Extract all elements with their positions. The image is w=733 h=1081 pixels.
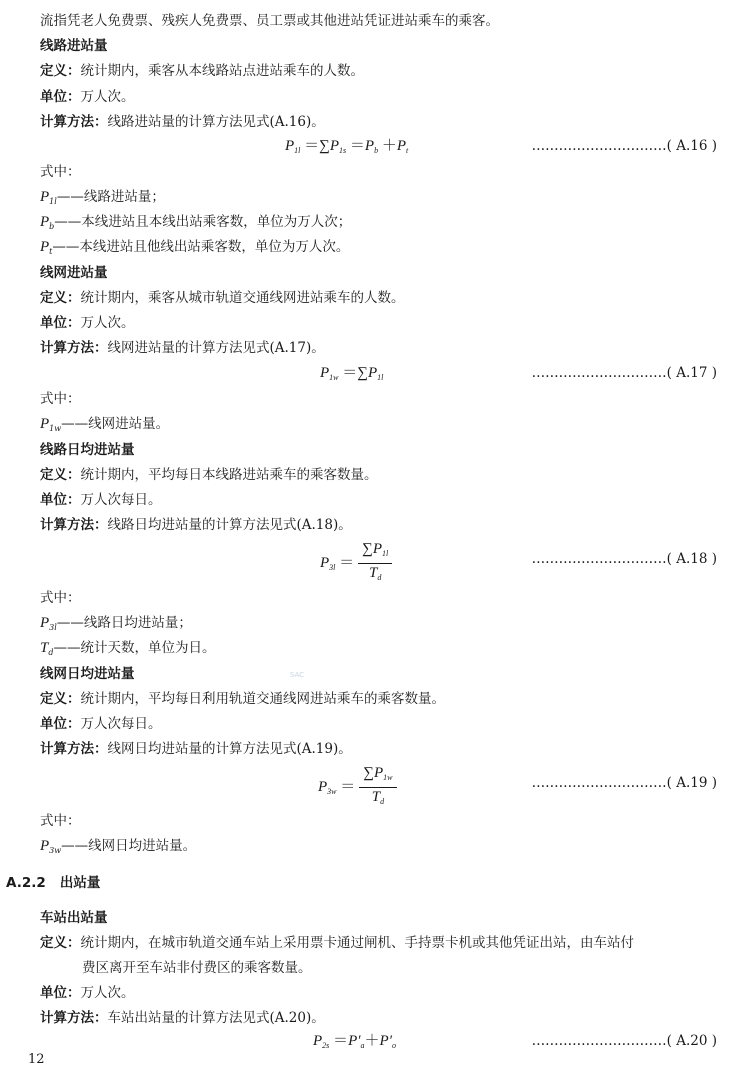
var-p1l: $P_{1l}——$线路进站量； [40, 189, 165, 206]
definition-network-daily-entry: 定义：统计期内，平均每日利用轨道交通线网进站乘车的乘客数量。 [40, 691, 445, 707]
section-heading-a222: A.2.2 出站量 [6, 875, 101, 891]
var-pb: $P_b——$本线进站且本线出站乘客数，单位为万人次； [40, 214, 352, 231]
formula-a20: $P_{2s} =P'_a+P'_o$ [313, 1033, 396, 1050]
calc-line-daily-entry: 计算方法：线路日均进站量的计算方法见式(A.18)。 [40, 517, 352, 533]
intro-text: 流指凭老人免费票、残疾人免费票、员工票或其他进站凭证进站乘车的乘客。 [40, 13, 499, 29]
where-label: 式中： [40, 391, 81, 407]
var-p3w: $P_{3w}——$线网日均进站量。 [40, 838, 197, 855]
var-p1w: $P_{1w}——$线网进站量。 [40, 416, 170, 433]
eq-number-a20: …………………………( A.20 ) [531, 1033, 717, 1049]
calc-network-entry: 计算方法：线网进站量的计算方法见式(A.17)。 [40, 340, 325, 356]
definition-station-exit: 定义：统计期内，在城市轨道交通车站上采用票卡通过闸机、手持票卡机或其他凭证出站，由车站付 [40, 935, 634, 951]
watermark-logo: SAC [289, 671, 305, 679]
eq-number-a19: …………………………( A.19 ) [531, 775, 717, 791]
var-pt: $P_t——$本线进站且他线出站乘客数，单位为万人次。 [40, 239, 350, 256]
heading-station-exit: 车站出站量 [40, 910, 108, 926]
var-td: $T_d——$统计天数，单位为日。 [40, 640, 216, 657]
unit-network-entry: 单位：万人次。 [40, 315, 135, 331]
eq-number-a16: …………………………( A.16 ) [531, 138, 717, 154]
unit-network-daily-entry: 单位：万人次每日。 [40, 716, 162, 732]
formula-a18: $P_{3l}$ ＝ $\frac{\sum P_{1l}}{T_d}$ [320, 540, 392, 587]
heading-line-daily-entry: 线路日均进站量 [40, 442, 135, 458]
definition-line-daily-entry: 定义：统计期内，平均每日本线路进站乘车的乘客数量。 [40, 467, 378, 483]
unit-line-daily-entry: 单位：万人次每日。 [40, 492, 162, 508]
formula-a16: $P_{1l} =\sum P_{1s} =P_b +P_t$ [285, 138, 409, 155]
eq-number-a17: …………………………( A.17 ) [531, 365, 717, 381]
where-label: 式中： [40, 164, 81, 180]
formula-a19: $P_{3w}$ ＝ $\frac{\sum P_{1w}}{T_d}$ [318, 764, 397, 811]
calc-station-exit: 计算方法：车站出站量的计算方法见式(A.20)。 [40, 1010, 325, 1026]
where-label: 式中： [40, 813, 81, 829]
calc-line-entry: 计算方法：线路进站量的计算方法见式(A.16)。 [40, 114, 325, 130]
definition-network-entry: 定义：统计期内，乘客从城市轨道交通线网进站乘车的人数。 [40, 290, 405, 306]
unit-line-entry: 单位：万人次。 [40, 89, 135, 105]
eq-number-a18: …………………………( A.18 ) [531, 551, 717, 567]
heading-line-entry: 线路进站量 [40, 38, 108, 54]
definition-line-entry: 定义：统计期内，乘客从本线路站点进站乘车的人数。 [40, 63, 364, 79]
var-p3l: $P_{3l}——$线路日均进站量； [40, 615, 192, 632]
page-number: 12 [28, 1052, 45, 1067]
unit-station-exit: 单位：万人次。 [40, 985, 135, 1001]
where-label: 式中： [40, 590, 81, 606]
heading-network-daily-entry: 线网日均进站量 [40, 666, 135, 682]
formula-a17: $P_{1w} =\sum P_{1l}$ [320, 365, 384, 382]
calc-network-daily-entry: 计算方法：线网日均进站量的计算方法见式(A.19)。 [40, 741, 352, 757]
heading-network-entry: 线网进站量 [40, 265, 108, 281]
definition-station-exit-cont: 费区离开至车站非付费区的乘客数量。 [82, 960, 312, 976]
